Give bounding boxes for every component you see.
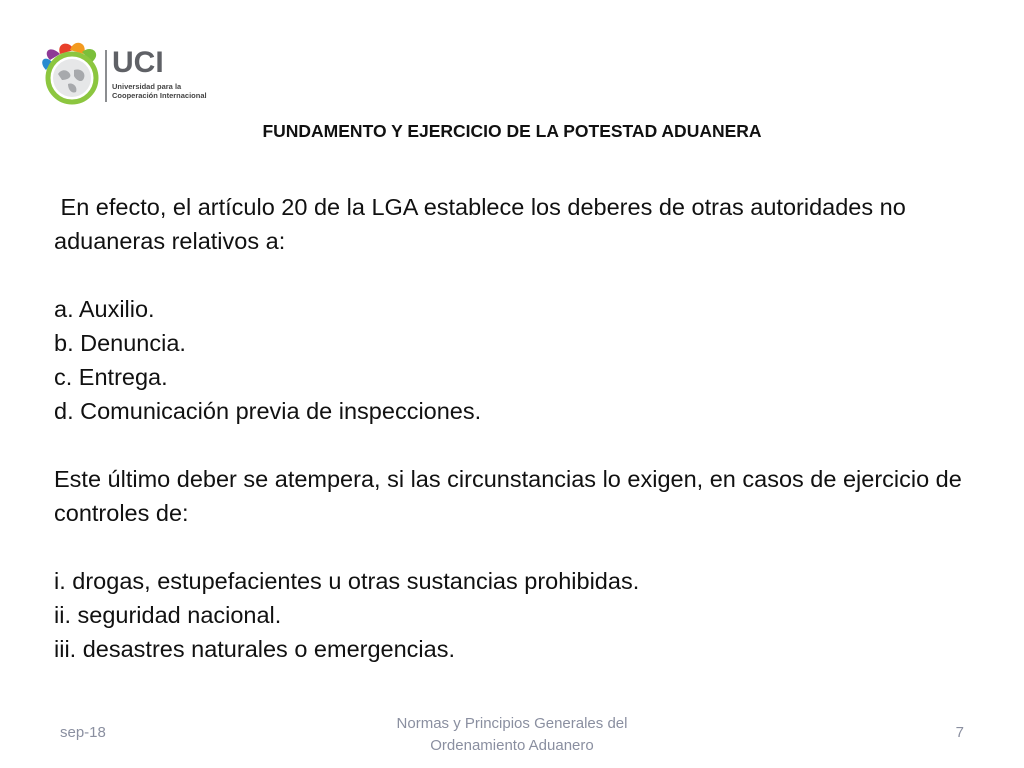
logo-subtitle-line2: Cooperación Internacional bbox=[112, 91, 207, 100]
duty-item: a. Auxilio. bbox=[54, 296, 155, 322]
slide-body bbox=[54, 190, 974, 666]
note-paragraph: Este último deber se atempera, si las circunstancias lo exigen, en casos de ejercicio de controles de: bbox=[54, 466, 962, 526]
footer-date: sep-18 bbox=[60, 724, 106, 741]
control-item: iii. desastres naturales o emergencias. bbox=[54, 636, 456, 662]
duty-item: b. Denuncia. bbox=[54, 330, 186, 356]
logo-text bbox=[112, 48, 207, 100]
uci-logo bbox=[40, 40, 215, 110]
logo-subtitle bbox=[112, 82, 207, 100]
globe-logo-icon bbox=[40, 40, 104, 110]
control-item: ii. seguridad nacional. bbox=[54, 602, 282, 628]
intro-paragraph: En efecto, el artículo 20 de la LGA establece los deberes de otras autoridades no aduaneras relativos a: bbox=[54, 194, 913, 254]
control-item: i. drogas, estupefacientes u otras sustancias prohibidas. bbox=[54, 568, 640, 594]
logo-divider bbox=[105, 50, 107, 102]
slide-title: FUNDAMENTO Y EJERCICIO DE LA POTESTAD ADUANERA bbox=[262, 121, 762, 141]
footer-title bbox=[362, 713, 662, 757]
duty-item: d. Comunicación previa de inspecciones. bbox=[54, 398, 482, 424]
logo-name: UCI bbox=[112, 46, 164, 79]
page-number: 7 bbox=[955, 724, 964, 741]
footer-title-line2: Ordenamiento Aduanero bbox=[430, 737, 594, 754]
footer-title-line1: Normas y Principios Generales del bbox=[396, 715, 628, 732]
duty-item: c. Entrega. bbox=[54, 364, 168, 390]
logo-subtitle-line1: Universidad para la bbox=[112, 82, 182, 91]
